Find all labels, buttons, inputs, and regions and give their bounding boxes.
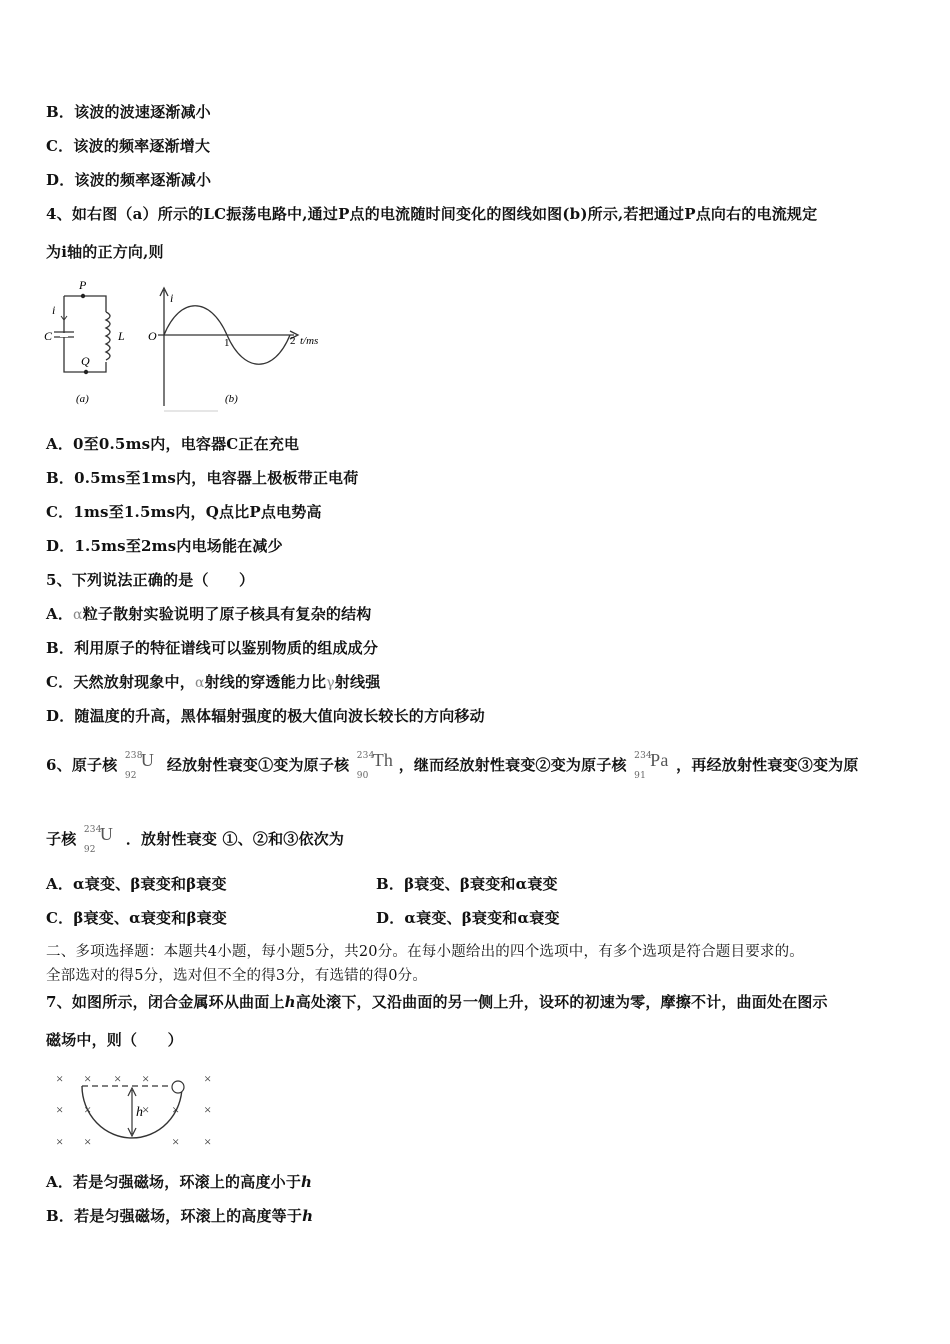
q5-option-b: B．利用原子的特征谱线可以鉴别物质的组成成分 [46,639,379,657]
q7-magnetic-field-figure [48,1064,228,1156]
nuclide-pa234: 234 91 Pa [634,750,669,781]
section2-instructions-line1: 二、多项选择题：本题共4小题，每小题5分，共20分。在每小题给出的四个选项中，有多个选项是符合题目要求的。 [46,944,804,960]
svg-text:×: × [84,1071,92,1086]
height-h-label: h [136,1105,143,1120]
q7-stem-line1: 7、如图所示，闭合金属环从曲面上h高处滚下，又沿曲面的另一侧上升，设环的初速为零，摩擦不计，曲面处在图示 [46,993,828,1011]
q4-option-b: B．0.5ms至1ms内，电容器上极板带正电荷 [46,469,359,487]
q6-option-d: D．α衰变、β衰变和α衰变 [376,909,560,927]
q4-option-c: C．1ms至1.5ms内，Q点比P点电势高 [46,503,322,521]
q4-stem-line2: 为i轴的正方向,则 [46,243,164,261]
svg-text:×: × [56,1134,64,1149]
q3-option-c: C．该波的频率逐渐增大 [46,137,211,155]
label-p: P [79,278,87,292]
q6-option-a: A．α衰变、β衰变和β衰变 [46,875,227,893]
svg-text:×: × [56,1102,64,1117]
svg-text:×: × [56,1071,64,1086]
q7-stem-line2: 磁场中，则（ ） [46,1031,183,1049]
nuclide-u234: 234 92 U [83,824,114,855]
q7-option-a: A．若是匀强磁场，环滚上的高度小于h [46,1173,313,1191]
svg-text:×: × [84,1134,92,1149]
q5-option-a: A．α粒子散射实验说明了原子核具有复杂的结构 [46,605,372,623]
svg-text:×: × [114,1071,122,1086]
metal-ring [172,1081,184,1093]
q5-option-c: C．天然放射现象中，α射线的穿透能力比γ射线强 [46,673,381,691]
svg-text:×: × [172,1134,180,1149]
caption-b: (b) [225,393,238,405]
label-i: i [52,303,56,317]
q6-stem-line1: 6、原子核 238 92 U 经放射性衰变①变为原子核 234 90 Th ，继而经放射性衰变②变为原子核 234 91 Pa ，再经放射性衰变③变为原 [46,750,859,781]
label-c: C [44,329,53,343]
tick-1-label: 1 [224,337,230,349]
svg-text:×: × [142,1071,150,1086]
q5-option-d: D．随温度的升高，黑体辐射强度的极大值向波长较长的方向移动 [46,707,485,725]
nuclide-u238: 238 92 U [124,750,155,781]
q4-option-d: D．1.5ms至2ms内电场能在减少 [46,537,283,555]
axis-t-label: t/ms [300,335,319,347]
q6-option-b: B．β衰变、β衰变和α衰变 [376,875,558,893]
q3-option-d: D．该波的频率逐渐减小 [46,171,212,189]
label-q: Q [81,354,90,368]
origin-label: O [148,329,157,343]
svg-text:×: × [204,1134,212,1149]
label-l: L [118,329,125,343]
nuclide-th234: 234 90 Th [356,750,394,781]
svg-text:×: × [84,1102,92,1117]
svg-text:×: × [142,1102,150,1117]
q3-option-b: B．该波的波速逐渐减小 [46,103,211,121]
svg-text:×: × [172,1102,180,1117]
caption-a: (a) [76,393,89,405]
q4-stem-line1: 4、如右图（a）所示的LC振荡电路中,通过P点的电流随时间变化的图线如图(b)所示,若把通过P点向右的电流规定 [46,205,818,223]
tick-2-label: 2 [290,335,296,347]
q6-option-c: C．β衰变、α衰变和β衰变 [46,909,228,927]
q6-stem-line2: 子核 234 92 U ．放射性衰变 ①、②和③依次为 [46,824,345,855]
svg-text:×: × [204,1071,212,1086]
q5-stem: 5、下列说法正确的是（ ） [46,571,255,589]
q7-option-b: B．若是匀强磁场，环滚上的高度等于h [46,1207,314,1225]
q4-lc-circuit-figure [40,276,340,416]
axis-i-label: i [170,291,174,305]
q4-option-a: A．0至0.5ms内，电容器C正在充电 [46,435,300,453]
section2-instructions-line2: 全部选对的得5分，选对但不全的得3分，有选错的得0分。 [46,968,428,984]
svg-text:×: × [204,1102,212,1117]
